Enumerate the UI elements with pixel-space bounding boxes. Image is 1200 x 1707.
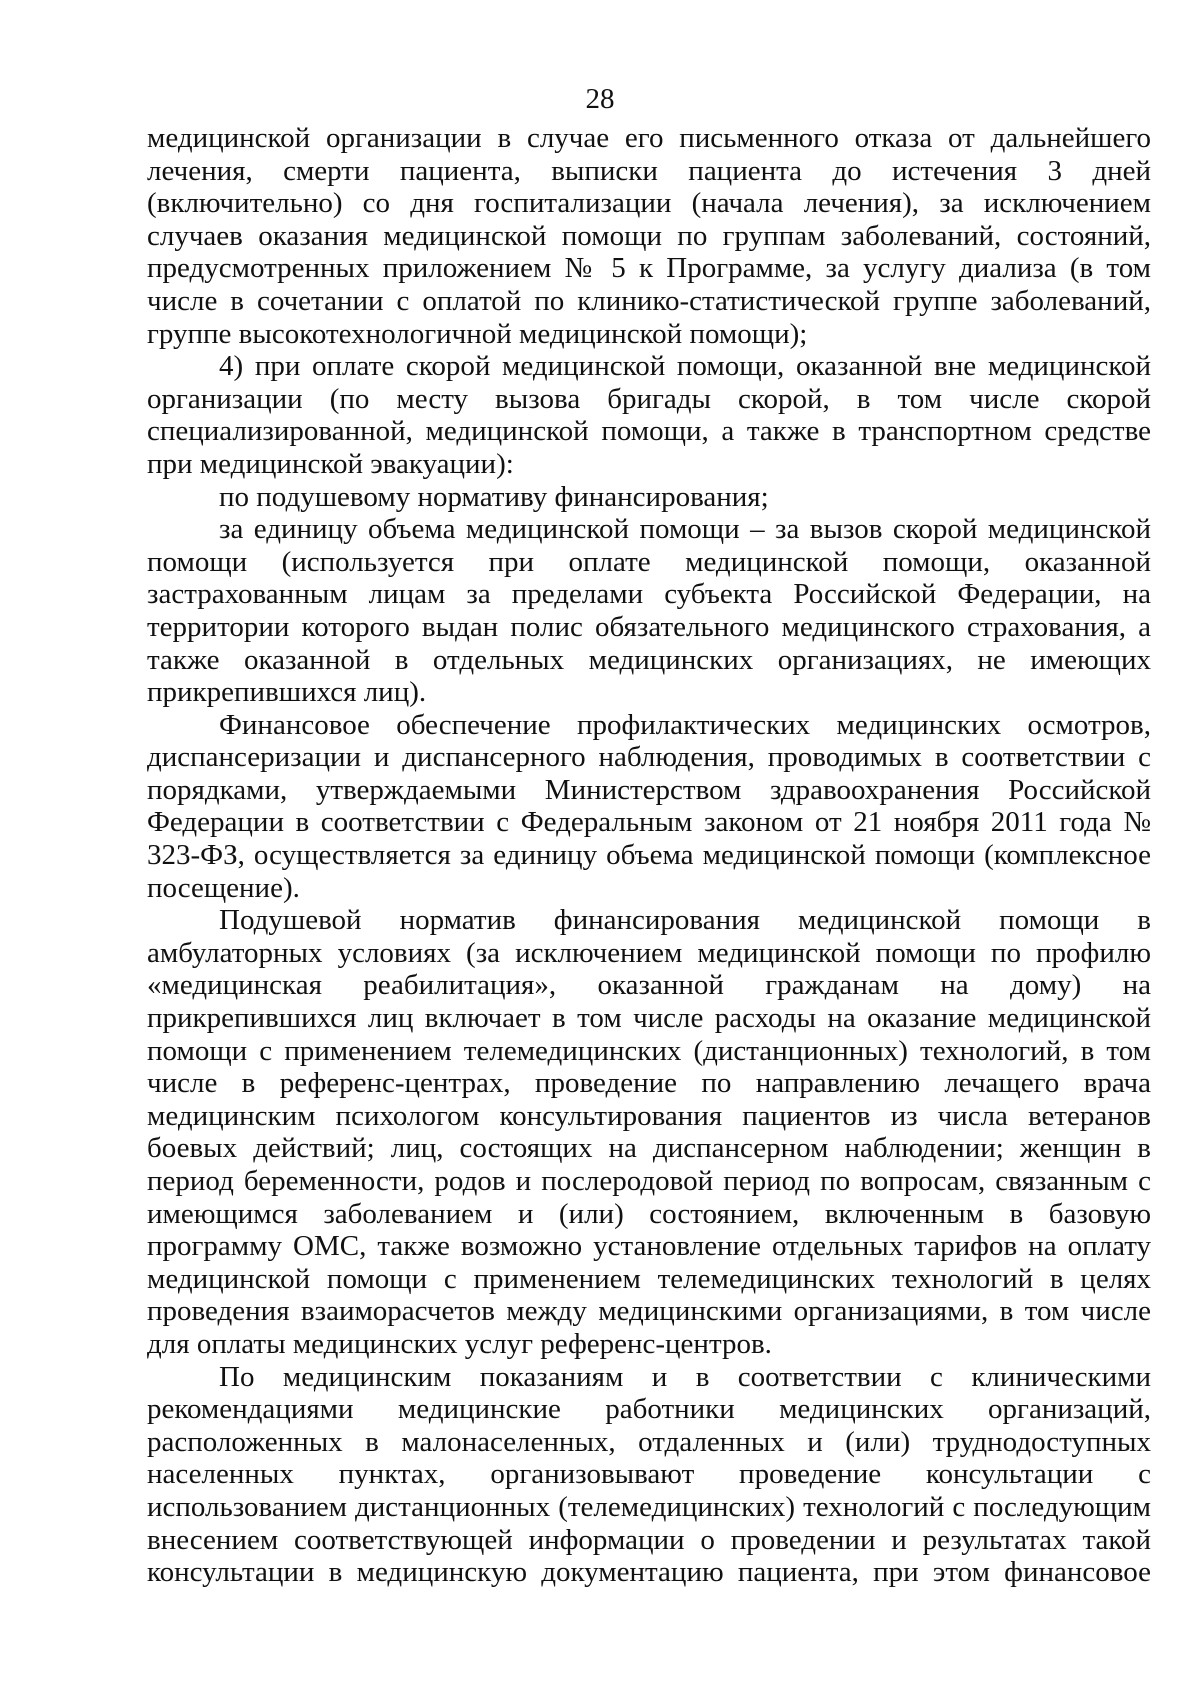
paragraph-4: за единицу объема медицинской помощи – за вызов скорой медицинской помощи (используется при оплате медицинской помощи, оказанной застрахованным лицам за пределами субъекта Российской Федерации, на территории которого выдан полис обязательного медицинского страхования, а также оказанной в отдельных медицинских организациях, не имеющих прикрепившихся лиц).	[147, 513, 1151, 709]
paragraph-6: Подушевой норматив финансирования медицинской помощи в амбулаторных условиях (за исключением медицинской помощи по профилю «медицинская реабилитация», оказанной гражданам на дому) на прикрепившихся лиц включает в том числе расходы на оказание медицинской помощи с применением телемедицинских (дистанционных) технологий, в том числе в референс-центрах, проведение по направлению лечащего врача медицинским психологом консультирования пациентов из числа ветеранов боевых действий; лиц, состоящих на диспансерном наблюдении; женщин в период беременности, родов и послеродовой период по вопросам, связанным с имеющимся заболеванием и (или) состоянием, включенным в базовую программу ОМС, также возможно установление отдельных тарифов на оплату медицинской помощи с применением телемедицинских технологий в целях проведения взаиморасчетов между медицинскими организациями, в том числе для оплаты медицинских услуг референс-центров.	[147, 904, 1151, 1360]
paragraph-7: По медицинским показаниям и в соответствии с клиническими рекомендациями медицинские работники медицинских организаций, расположенных в малонаселенных, отдаленных и (или) труднодоступных населенных пунктах, организовывают проведение консультации с использованием дистанционных (телемедицинских) технологий с последующим внесением соответствующей информации о проведении и результатах такой консультации в медицинскую документацию пациента, при этом финансовое	[147, 1360, 1151, 1589]
paragraph-2: 4) при оплате скорой медицинской помощи, оказанной вне медицинской организации (по месту вызова бригады скорой, в том числе скорой специализированной, медицинской помощи, а также в транспортном средстве при медицинской эвакуации):	[147, 350, 1151, 480]
paragraph-3: по подушевому нормативу финансирования;	[219, 480, 769, 513]
page-number: 28	[585, 83, 615, 115]
paragraph-1: медицинской организации в случае его письменного отказа от дальнейшего лечения, смерти пациента, выписки пациента до истечения 3 дней (включительно) со дня госпитализации (начала лечения), за исключением случаев оказания медицинской помощи по группам заболеваний, состояний, предусмотренных приложением № 5 к Программе, за услугу диализа (в том числе в сочетании с оплатой по клинико-статистической группе заболеваний, группе высокотехнологичной медицинской помощи);	[147, 122, 1151, 350]
document-body	[147, 122, 1151, 1589]
paragraph-5: Финансовое обеспечение профилактических медицинских осмотров, диспансеризации и диспансерного наблюдения, проводимых в соответствии с порядками, утверждаемыми Министерством здравоохранения Российской Федерации в соответствии с Федеральным законом от 21 ноября 2011 года № 323-ФЗ, осуществляется за единицу объема медицинской помощи (комплексное посещение).	[147, 708, 1151, 904]
